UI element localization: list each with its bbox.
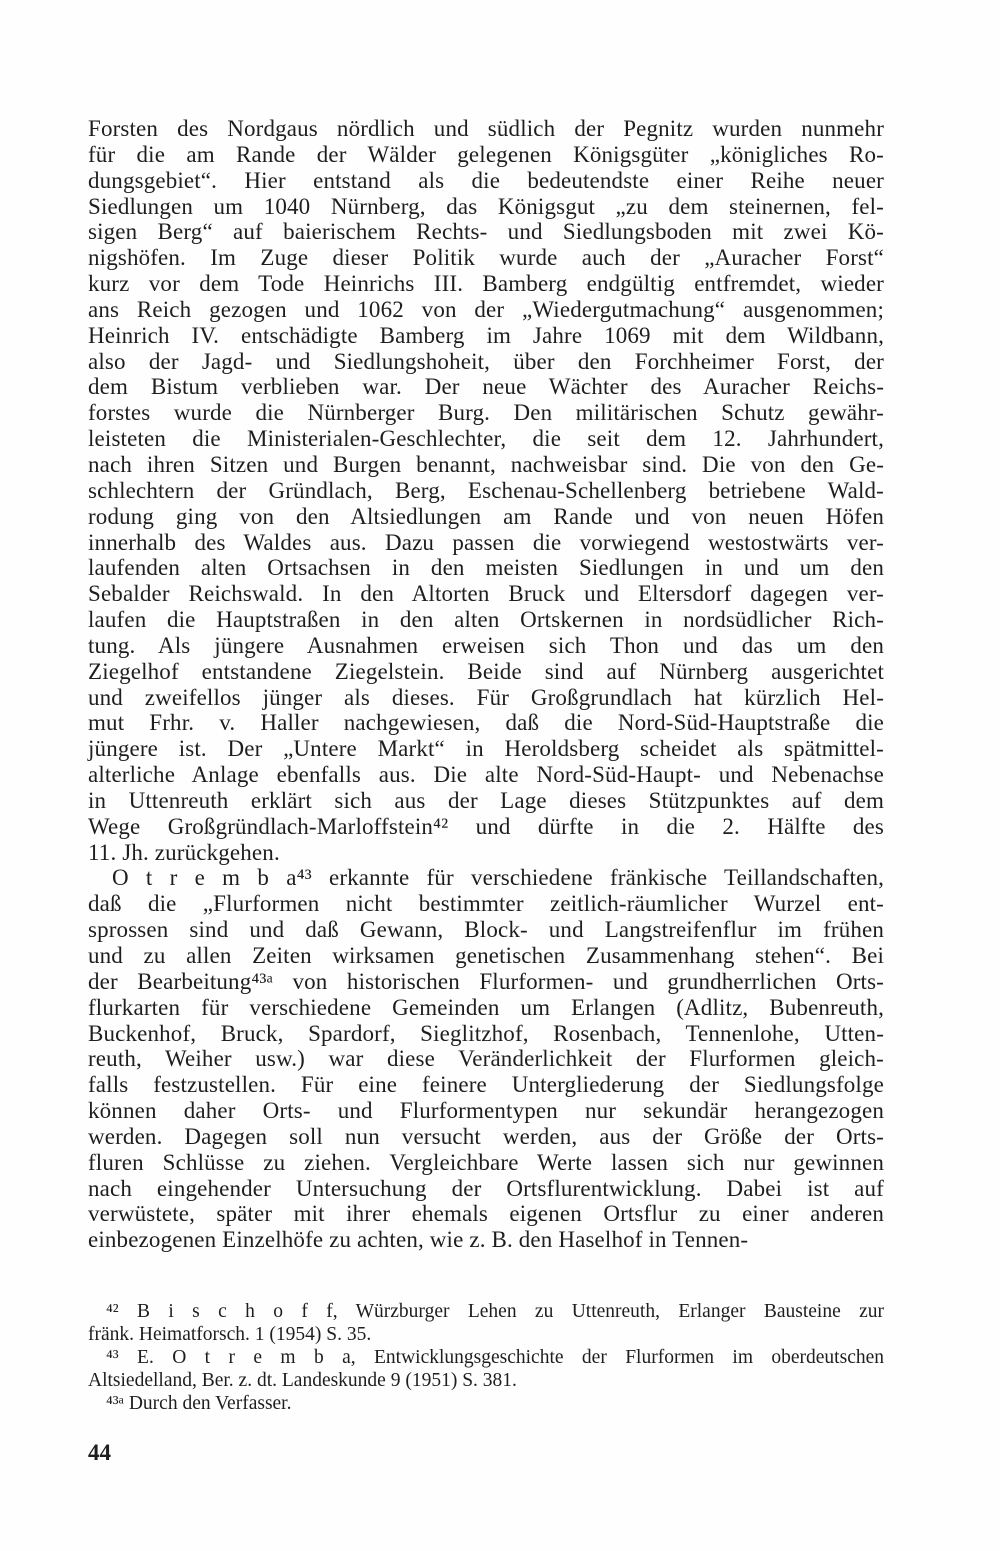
text-line: falls festzustellen. Für eine feinere Untergliederung der Siedlungsfolge (88, 1072, 884, 1098)
text-line: und zweifellos jünger als dieses. Für Großgrundlach hat kürzlich Hel- (88, 684, 884, 710)
text-line: jüngere ist. Der „Untere Markt“ in Heroldsberg scheidet als spätmittel- (88, 736, 884, 762)
text-line: können daher Orts- und Flurformentypen nur sekundär herangezogen (88, 1098, 884, 1124)
text-line: für die am Rande der Wälder gelegenen Königsgüter „königliches Ro- (88, 141, 884, 167)
text-line: tung. Als jüngere Ausnahmen erweisen sich Thon und das um den (88, 632, 884, 658)
text-line: also der Jagd- und Siedlungshoheit, über den Forchheimer Forst, der (88, 348, 884, 374)
text-line: Buckenhof, Bruck, Spardorf, Sieglitzhof, Rosenbach, Tennenlohe, Utten- (88, 1020, 884, 1046)
text-line: flurkarten für verschiedene Gemeinden um Erlangen (Adlitz, Bubenreuth, (88, 994, 884, 1020)
text-line: und zu allen Zeiten wirksamen genetischen Zusammenhang stehen“. Bei (88, 943, 884, 968)
text-line: schlechtern der Gründlach, Berg, Eschenau-Schellenberg betriebene Wald- (88, 477, 884, 503)
footnote-line: fränk. Heimatforsch. 1 (1954) S. 35. (88, 1324, 372, 1345)
text-line: alterliche Anlage ebenfalls aus. Die alte Nord-Süd-Haupt- und Nebenachse (88, 762, 884, 788)
text-line: dungsgebiet“. Hier entstand als die bedeutendste einer Reihe neuer (88, 167, 884, 193)
text-line: Forsten des Nordgaus nördlich und südlich der Pegnitz wurden nunmehr (88, 116, 884, 141)
text-line: nach ihren Sitzen und Burgen benannt, nachweisbar sind. Die von den Ge- (88, 451, 884, 477)
footnote-line: ⁴³ E. O t r e m b a, Entwicklungsgeschichte der Flurformen im oberdeutschen (106, 1347, 884, 1368)
text-line: Ziegelhof entstandene Ziegelstein. Beide sind auf Nürnberg ausgerichtet (88, 658, 884, 684)
text-line: einbezogenen Einzelhöfe zu achten, wie z. B. den Haselhof in Tennen- (88, 1227, 749, 1253)
text-line: nach eingehender Untersuchung der Ortsflurentwicklung. Dabei ist auf (88, 1175, 884, 1201)
text-line: sprossen sind und daß Gewann, Block- und Langstreifenflur im frühen (88, 917, 884, 943)
text-line: innerhalb des Waldes aus. Dazu passen die vorwiegend westostwärts ver- (88, 529, 884, 555)
text-line: forstes wurde die Nürnberger Burg. Den militärischen Schutz gewähr- (88, 400, 884, 426)
text-line: leisteten die Ministerialen-Geschlechter, die seit dem 12. Jahrhundert, (88, 426, 884, 452)
text-line: Heinrich IV. entschädigte Bamberg im Jahre 1069 mit dem Wildbann, (88, 322, 884, 348)
text-line: verwüstete, später mit ihrer ehemals eigenen Ortsflur zu einer anderen (88, 1201, 884, 1227)
text-line: rodung ging von den Altsiedlungen am Rande und von neuen Höfen (88, 503, 884, 529)
footnote-line: ⁴² B i s c h o f f, Würzburger Lehen zu Uttenreuth, Erlanger Bausteine zur (106, 1301, 884, 1322)
text-line: sigen Berg“ auf baierischem Rechts- und Siedlungsboden mit zwei Kö- (88, 219, 884, 245)
text-line: daß die „Flurformen nicht bestimmter zeitlich-räumlicher Wurzel ent- (88, 891, 884, 917)
text-line: Siedlungen um 1040 Nürnberg, das Königsgut „zu dem steinernen, fel- (88, 193, 884, 219)
text-line: 11. Jh. zurückgehen. (88, 839, 280, 865)
text-line: Sebalder Reichswald. In den Altorten Bruck und Eltersdorf dagegen ver- (88, 581, 884, 607)
text-line: der Bearbeitung⁴³ᵃ von historischen Flurformen- und grundherrlichen Orts- (88, 968, 884, 994)
text-line: werden. Dagegen soll nun versucht werden, aus der Größe der Orts- (88, 1123, 884, 1149)
page-number: 44 (88, 1440, 111, 1465)
text-line: dem Bistum verblieben war. Der neue Wächter des Auracher Reichs- (88, 374, 884, 400)
text-line: laufen die Hauptstraßen in den alten Ortskernen in nordsüdlicher Rich- (88, 607, 884, 633)
footnote-line: ⁴³ᵃ Durch den Verfasser. (106, 1393, 292, 1414)
text-line: in Uttenreuth erklärt sich aus der Lage dieses Stützpunktes auf dem (88, 787, 884, 813)
text-line: reuth, Weiher usw.) war diese Veränderlichkeit der Flurformen gleich- (88, 1046, 884, 1072)
text-line: Wege Großgründlach-Marloffstein⁴² und dürfte in die 2. Hälfte des (88, 813, 884, 839)
text-line: laufenden alten Ortsachsen in den meisten Siedlungen in und um den (88, 555, 884, 581)
text-line: nigshöfen. Im Zuge dieser Politik wurde auch der „Auracher Forst“ (88, 245, 884, 271)
text-line: mut Frhr. v. Haller nachgewiesen, daß die Nord-Süd-Hauptstraße die (88, 710, 884, 736)
text-line: ans Reich gezogen und 1062 von der „Wiedergutmachung“ ausgenommen; (88, 296, 884, 322)
body-text (88, 116, 884, 1253)
text-line: O t r e m b a⁴³ erkannte für verschiedene fränkische Teillandschaften, (112, 865, 884, 891)
text-line: fluren Schlüsse zu ziehen. Vergleichbare Werte lassen sich nur gewinnen (88, 1149, 884, 1175)
text-line: kurz vor dem Tode Heinrichs III. Bamberg endgültig entfremdet, wieder (88, 271, 884, 297)
footnote-line: Altsiedelland, Ber. z. dt. Landeskunde 9 (1951) S. 381. (88, 1370, 517, 1391)
footnotes (88, 1300, 884, 1415)
